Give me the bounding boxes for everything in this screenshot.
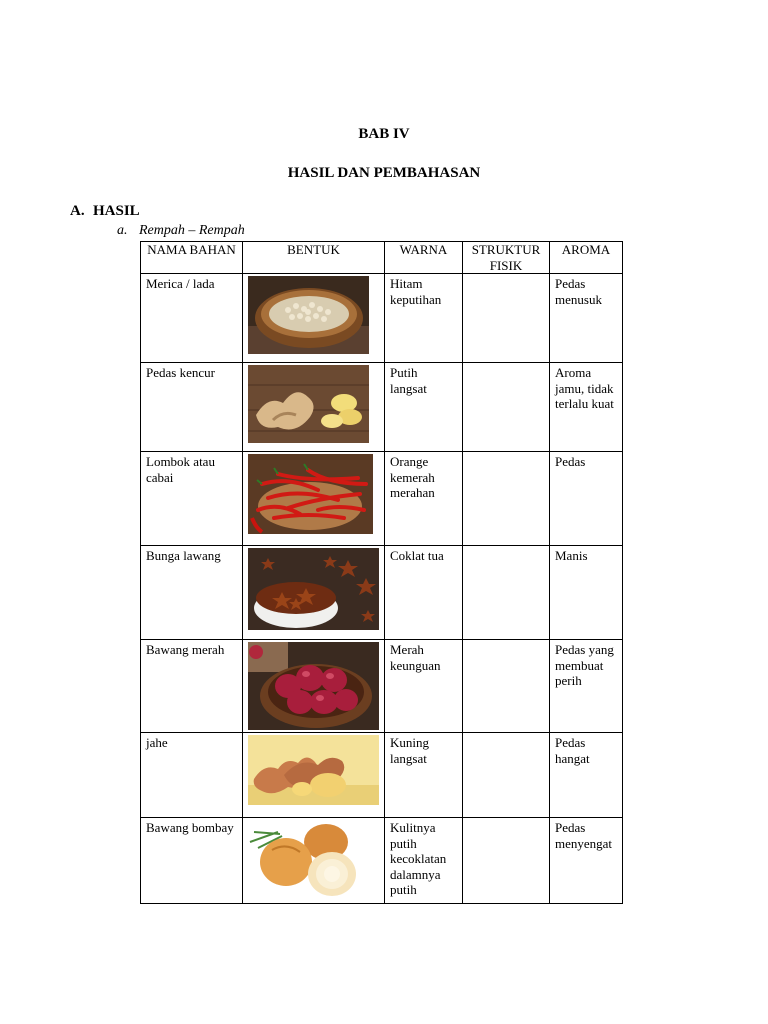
- cell-bentuk: [243, 818, 385, 904]
- cell-bentuk: [243, 363, 385, 452]
- table-row: [141, 274, 623, 363]
- cell-aroma: Pedas menusuk: [550, 274, 623, 363]
- header-warna: WARNA: [385, 242, 463, 274]
- cell-warna: Coklat tua: [385, 546, 463, 640]
- cell-warna: Kuning langsat: [385, 733, 463, 818]
- table-row: [141, 546, 623, 640]
- cell-warna: Kulitnya putih kecoklatan dalamnya putih: [385, 818, 463, 904]
- shallot-basket-image: [248, 642, 379, 730]
- cell-aroma: Pedas hangat: [550, 733, 623, 818]
- cell-warna: Putih langsat: [385, 363, 463, 452]
- table-row: [141, 640, 623, 733]
- cell-struktur: [463, 452, 550, 546]
- cell-aroma: Pedas menyengat: [550, 818, 623, 904]
- table-row: [141, 363, 623, 452]
- cell-struktur: [463, 733, 550, 818]
- cell-warna: Hitam keputihan: [385, 274, 463, 363]
- subsection-number: a.: [117, 223, 128, 238]
- cell-nama: Bunga lawang: [141, 546, 243, 640]
- table-row: [141, 818, 623, 904]
- cell-nama: Pedas kencur: [141, 363, 243, 452]
- cell-struktur: [463, 274, 550, 363]
- cell-aroma: Pedas: [550, 452, 623, 546]
- table-header-row: [141, 242, 623, 274]
- header-bentuk: BENTUK: [243, 242, 385, 274]
- cell-nama: Bawang bombay: [141, 818, 243, 904]
- header-struktur-fisik: STRUKTUR FISIK: [463, 242, 550, 274]
- chapter-heading: BAB IV: [358, 126, 410, 142]
- header-nama-bahan: NAMA BAHAN: [141, 242, 243, 274]
- star-anise-bowl-image: [248, 548, 379, 630]
- spice-table: [140, 241, 623, 904]
- table-row: [141, 733, 623, 818]
- cell-struktur: [463, 818, 550, 904]
- cell-struktur: [463, 363, 550, 452]
- cell-aroma: Manis: [550, 546, 623, 640]
- white-pepper-bowl-image: [248, 276, 369, 354]
- kencur-root-image: [248, 365, 369, 443]
- subsection-title: Rempah – Rempah: [139, 223, 245, 238]
- cell-struktur: [463, 640, 550, 733]
- header-aroma: AROMA: [550, 242, 623, 274]
- cell-bentuk: [243, 274, 385, 363]
- cell-nama: jahe: [141, 733, 243, 818]
- cell-bentuk: [243, 640, 385, 733]
- cell-aroma: Pedas yang membuat perih: [550, 640, 623, 733]
- section-number: A.: [70, 203, 85, 219]
- red-chili-bowl-image: [248, 454, 373, 534]
- cell-nama: Bawang merah: [141, 640, 243, 733]
- cell-nama: Lombok atau cabai: [141, 452, 243, 546]
- cell-bentuk: [243, 452, 385, 546]
- cell-warna: Merah keunguan: [385, 640, 463, 733]
- section-heading: [70, 203, 140, 220]
- table-row: [141, 452, 623, 546]
- section-title: HASIL: [93, 203, 140, 219]
- cell-struktur: [463, 546, 550, 640]
- onion-image: [248, 820, 368, 900]
- subsection-heading: [117, 223, 245, 239]
- cell-bentuk: [243, 733, 385, 818]
- ginger-root-image: [248, 735, 379, 805]
- cell-nama: Merica / lada: [141, 274, 243, 363]
- cell-aroma: Aroma jamu, tidak terlalu kuat: [550, 363, 623, 452]
- chapter-title: HASIL DAN PEMBAHASAN: [287, 165, 481, 181]
- cell-warna: Orange kemerah merahan: [385, 452, 463, 546]
- cell-bentuk: [243, 546, 385, 640]
